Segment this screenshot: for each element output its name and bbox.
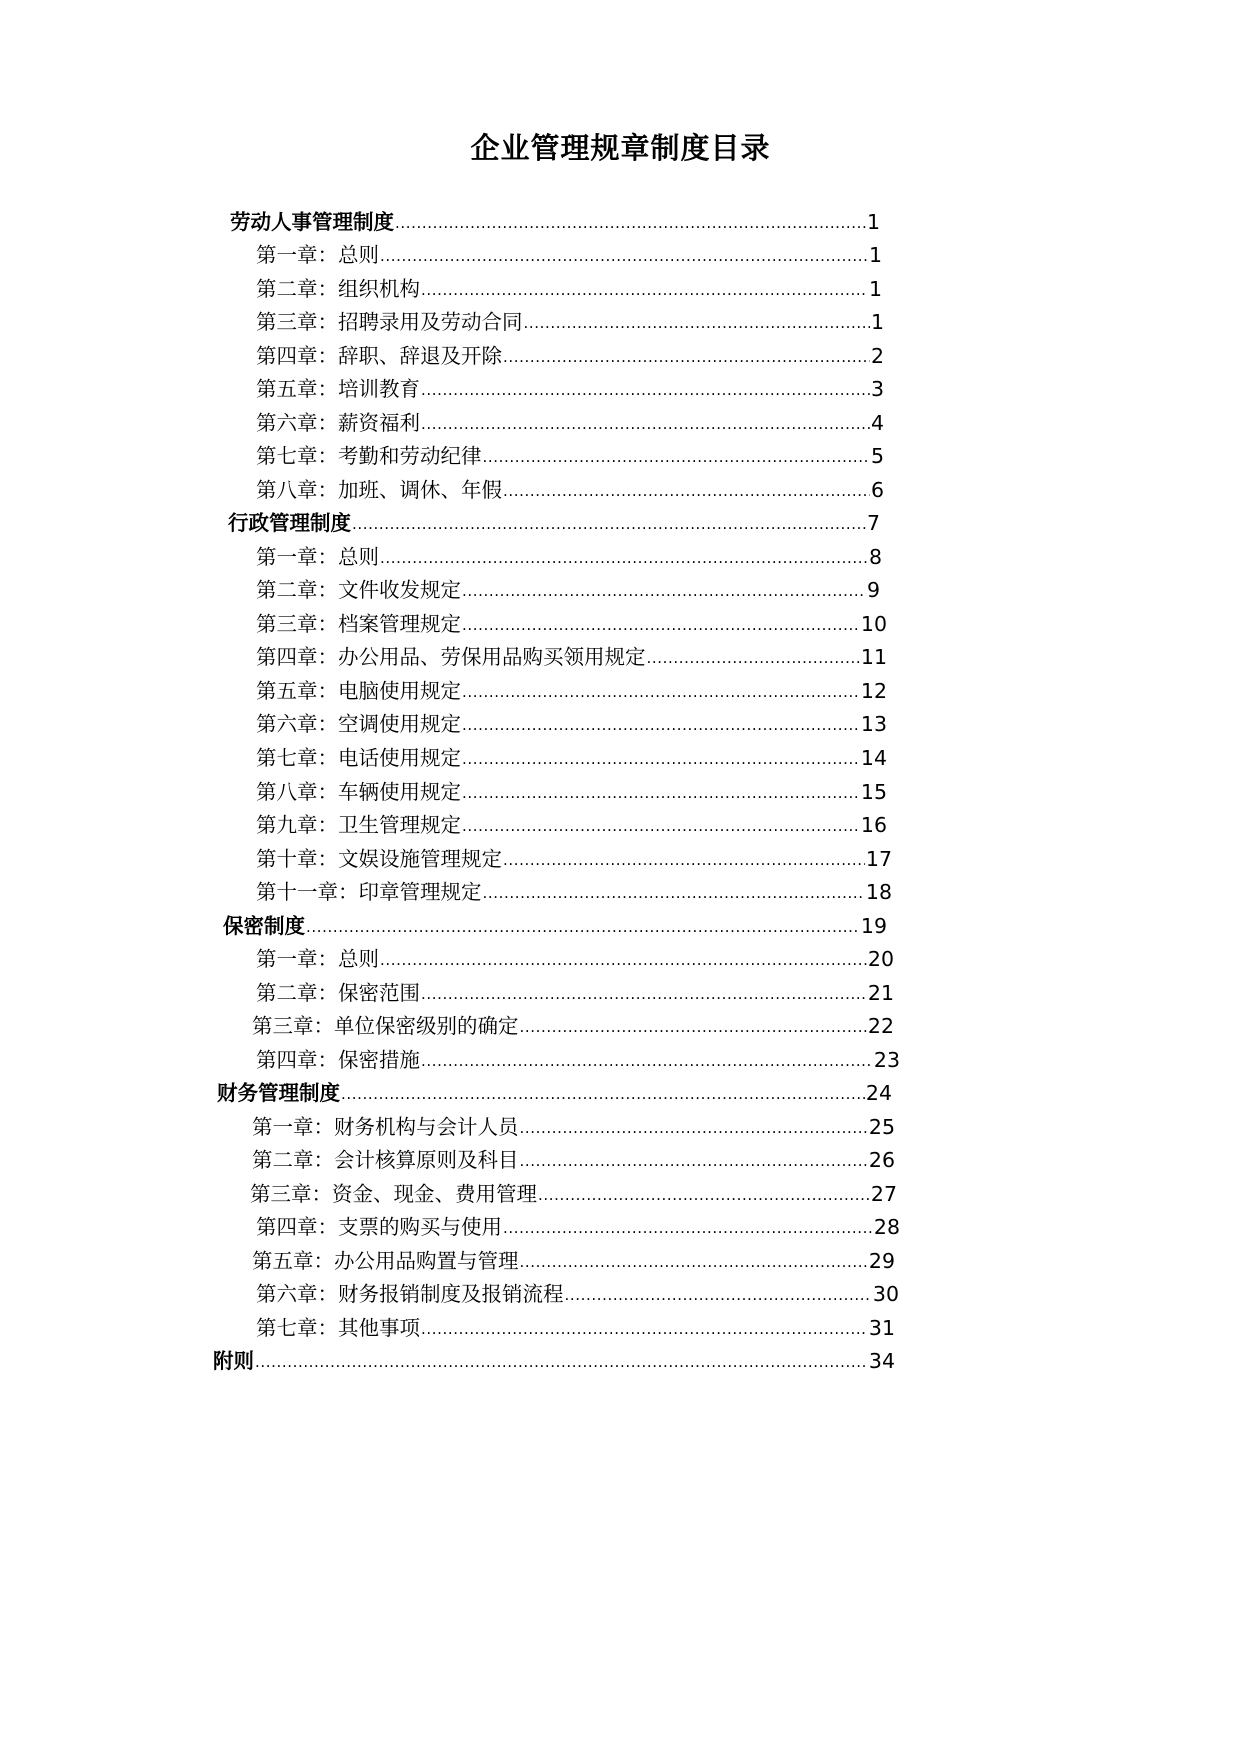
toc-page-number: 26	[868, 1148, 895, 1172]
toc-section[interactable]	[228, 508, 880, 538]
toc-entry-text: 第二章：文件收发规定	[256, 578, 461, 602]
toc-dot-leader	[462, 742, 860, 774]
toc-dot-leader	[255, 1345, 868, 1377]
toc-chapter[interactable]	[256, 777, 887, 807]
toc-dot-leader	[421, 1312, 868, 1344]
toc-chapter[interactable]	[256, 1212, 900, 1242]
toc-entry-text: 第一章：财务机构与会计人员	[252, 1115, 519, 1139]
toc-page-number: 9	[866, 578, 880, 602]
toc-chapter[interactable]	[256, 1279, 899, 1309]
toc-dot-leader	[462, 708, 860, 740]
toc-chapter[interactable]	[256, 374, 884, 404]
toc-entry-text: 第九章：卫生管理规定	[256, 813, 461, 837]
toc-dot-leader	[538, 1178, 870, 1210]
toc-section[interactable]	[213, 1346, 895, 1376]
toc-entry-text: 财务管理制度	[217, 1081, 340, 1105]
toc-entry-text: 第十章：文娱设施管理规定	[256, 847, 502, 871]
toc-entry-text: 第七章：其他事项	[256, 1316, 420, 1340]
toc-page-number: 3	[870, 377, 884, 401]
toc-dot-leader	[520, 1245, 868, 1277]
toc-chapter[interactable]	[252, 1112, 895, 1142]
toc-entry-text: 第一章：总则	[256, 545, 379, 569]
toc-entry-text: 第五章：办公用品购置与管理	[252, 1249, 519, 1273]
toc-chapter[interactable]	[256, 709, 887, 739]
toc-chapter[interactable]	[256, 240, 882, 270]
toc-entry-text: 第七章：电话使用规定	[256, 746, 461, 770]
toc-chapter[interactable]	[256, 877, 892, 907]
toc-page-number: 13	[860, 712, 887, 736]
toc-dot-leader	[462, 574, 866, 606]
toc-dot-leader	[380, 943, 867, 975]
toc-dot-leader	[462, 608, 860, 640]
toc-dot-leader	[483, 876, 865, 908]
toc-page-number: 20	[867, 947, 894, 971]
toc-page-number: 30	[872, 1282, 899, 1306]
toc-chapter[interactable]	[256, 844, 892, 874]
toc-dot-leader	[421, 977, 867, 1009]
toc-chapter[interactable]	[256, 341, 884, 371]
toc-entry-text: 第二章：保密范围	[256, 981, 420, 1005]
toc-entry-text: 第四章：支票的购买与使用	[256, 1215, 502, 1239]
toc-chapter[interactable]	[256, 575, 880, 605]
toc-entry-text: 劳动人事管理制度	[230, 210, 394, 234]
toc-page-number: 1	[868, 277, 882, 301]
toc-page-number: 2	[870, 344, 884, 368]
toc-page-number: 12	[860, 679, 887, 703]
toc-page-number: 29	[868, 1249, 895, 1273]
toc-dot-leader	[352, 507, 866, 539]
toc-chapter[interactable]	[256, 408, 884, 438]
toc-entry-text: 第一章：总则	[256, 243, 379, 267]
toc-page-number: 24	[865, 1081, 892, 1105]
toc-chapter[interactable]	[252, 1246, 895, 1276]
toc-page-number: 7	[866, 511, 880, 535]
toc-page-number: 31	[868, 1316, 895, 1340]
toc-entry-text: 第三章：资金、现金、费用管理	[250, 1182, 537, 1206]
toc-page-number: 19	[860, 914, 887, 938]
toc-entry-text: 第二章：组织机构	[256, 277, 420, 301]
toc-chapter[interactable]	[256, 743, 887, 773]
toc-page-number: 34	[868, 1349, 895, 1373]
toc-page-number: 10	[860, 612, 887, 636]
toc-dot-leader	[341, 1077, 865, 1109]
toc-page-number: 17	[865, 847, 892, 871]
toc-page-number: 1	[870, 310, 884, 334]
toc-entry-text: 第三章：档案管理规定	[256, 612, 461, 636]
toc-entry-text: 第三章：单位保密级别的确定	[252, 1014, 519, 1038]
toc-dot-leader	[421, 373, 870, 405]
toc-entry-text: 第二章：会计核算原则及科目	[252, 1148, 519, 1172]
toc-entry-text: 第四章：办公用品、劳保用品购买领用规定	[256, 645, 646, 669]
toc-section[interactable]	[223, 911, 887, 941]
toc-chapter[interactable]	[252, 1011, 894, 1041]
toc-dot-leader	[503, 1211, 873, 1243]
toc-dot-leader	[483, 440, 870, 472]
toc-chapter[interactable]	[256, 542, 882, 572]
toc-entry-text: 第五章：电脑使用规定	[256, 679, 461, 703]
toc-chapter[interactable]	[250, 1179, 897, 1209]
toc-page-number: 6	[870, 478, 884, 502]
toc-dot-leader	[520, 1010, 867, 1042]
toc-dot-leader	[462, 809, 860, 841]
toc-page-number: 23	[873, 1048, 900, 1072]
toc-dot-leader	[565, 1278, 872, 1310]
toc-chapter[interactable]	[256, 1313, 895, 1343]
toc-dot-leader	[421, 407, 870, 439]
toc-chapter[interactable]	[256, 676, 887, 706]
toc-chapter[interactable]	[256, 1045, 900, 1075]
toc-entry-text: 第五章：培训教育	[256, 377, 420, 401]
toc-page-number: 16	[860, 813, 887, 837]
toc-page-number: 14	[860, 746, 887, 770]
toc-chapter[interactable]	[256, 944, 894, 974]
toc-chapter[interactable]	[256, 307, 884, 337]
toc-entry-text: 第八章：加班、调休、年假	[256, 478, 502, 502]
toc-dot-leader	[380, 541, 868, 573]
toc-entry-text: 第六章：财务报销制度及报销流程	[256, 1282, 564, 1306]
toc-dot-leader	[421, 273, 868, 305]
toc-chapter[interactable]	[256, 441, 884, 471]
toc-dot-leader	[524, 306, 870, 338]
toc-section[interactable]	[230, 207, 880, 237]
toc-page-number: 1	[868, 243, 882, 267]
toc-entry-text: 第七章：考勤和劳动纪律	[256, 444, 482, 468]
toc-entry-text: 行政管理制度	[228, 511, 351, 535]
toc-entry-text: 第六章：空调使用规定	[256, 712, 461, 736]
toc-page-number: 15	[860, 780, 887, 804]
toc-page-number: 27	[870, 1182, 897, 1206]
toc-page-number: 11	[860, 645, 887, 669]
toc-dot-leader	[503, 474, 870, 506]
toc-chapter[interactable]	[256, 810, 887, 840]
toc-page-number: 8	[868, 545, 882, 569]
toc-entry-text: 第八章：车辆使用规定	[256, 780, 461, 804]
toc-chapter[interactable]	[256, 475, 884, 505]
toc-page-number: 18	[865, 880, 892, 904]
toc-page-number: 1	[866, 210, 880, 234]
toc-entry-text: 附则	[213, 1349, 254, 1373]
toc-dot-leader	[462, 675, 860, 707]
toc-chapter[interactable]	[256, 609, 887, 639]
toc-dot-leader	[503, 340, 870, 372]
toc-dot-leader	[395, 206, 866, 238]
toc-entry-text: 第四章：保密措施	[256, 1048, 420, 1072]
toc-dot-leader	[421, 1044, 873, 1076]
toc-dot-leader	[520, 1144, 868, 1176]
toc-chapter[interactable]	[252, 1145, 895, 1175]
toc-entry-text: 第四章：辞职、辞退及开除	[256, 344, 502, 368]
toc-entry-text: 保密制度	[223, 914, 305, 938]
toc-chapter[interactable]	[256, 274, 882, 304]
toc-dot-leader	[520, 1111, 868, 1143]
toc-page-number: 21	[867, 981, 894, 1005]
toc-page-number: 25	[868, 1115, 895, 1139]
toc-dot-leader	[647, 641, 860, 673]
toc-page-number: 22	[867, 1014, 894, 1038]
toc-dot-leader	[306, 910, 860, 942]
page-title: 企业管理规章制度目录	[470, 131, 771, 165]
toc-page-number: 4	[870, 411, 884, 435]
toc-section[interactable]	[217, 1078, 892, 1108]
toc-dot-leader	[503, 843, 865, 875]
toc-dot-leader	[380, 239, 868, 271]
toc-entry-text: 第十一章：印章管理规定	[256, 880, 482, 904]
toc-chapter[interactable]	[256, 978, 894, 1008]
toc-page-number: 5	[870, 444, 884, 468]
toc-entry-text: 第三章：招聘录用及劳动合同	[256, 310, 523, 334]
toc-entry-text: 第六章：薪资福利	[256, 411, 420, 435]
toc-entry-text: 第一章：总则	[256, 947, 379, 971]
toc-dot-leader	[462, 776, 860, 808]
toc-page-number: 28	[873, 1215, 900, 1239]
toc-chapter[interactable]	[256, 642, 887, 672]
